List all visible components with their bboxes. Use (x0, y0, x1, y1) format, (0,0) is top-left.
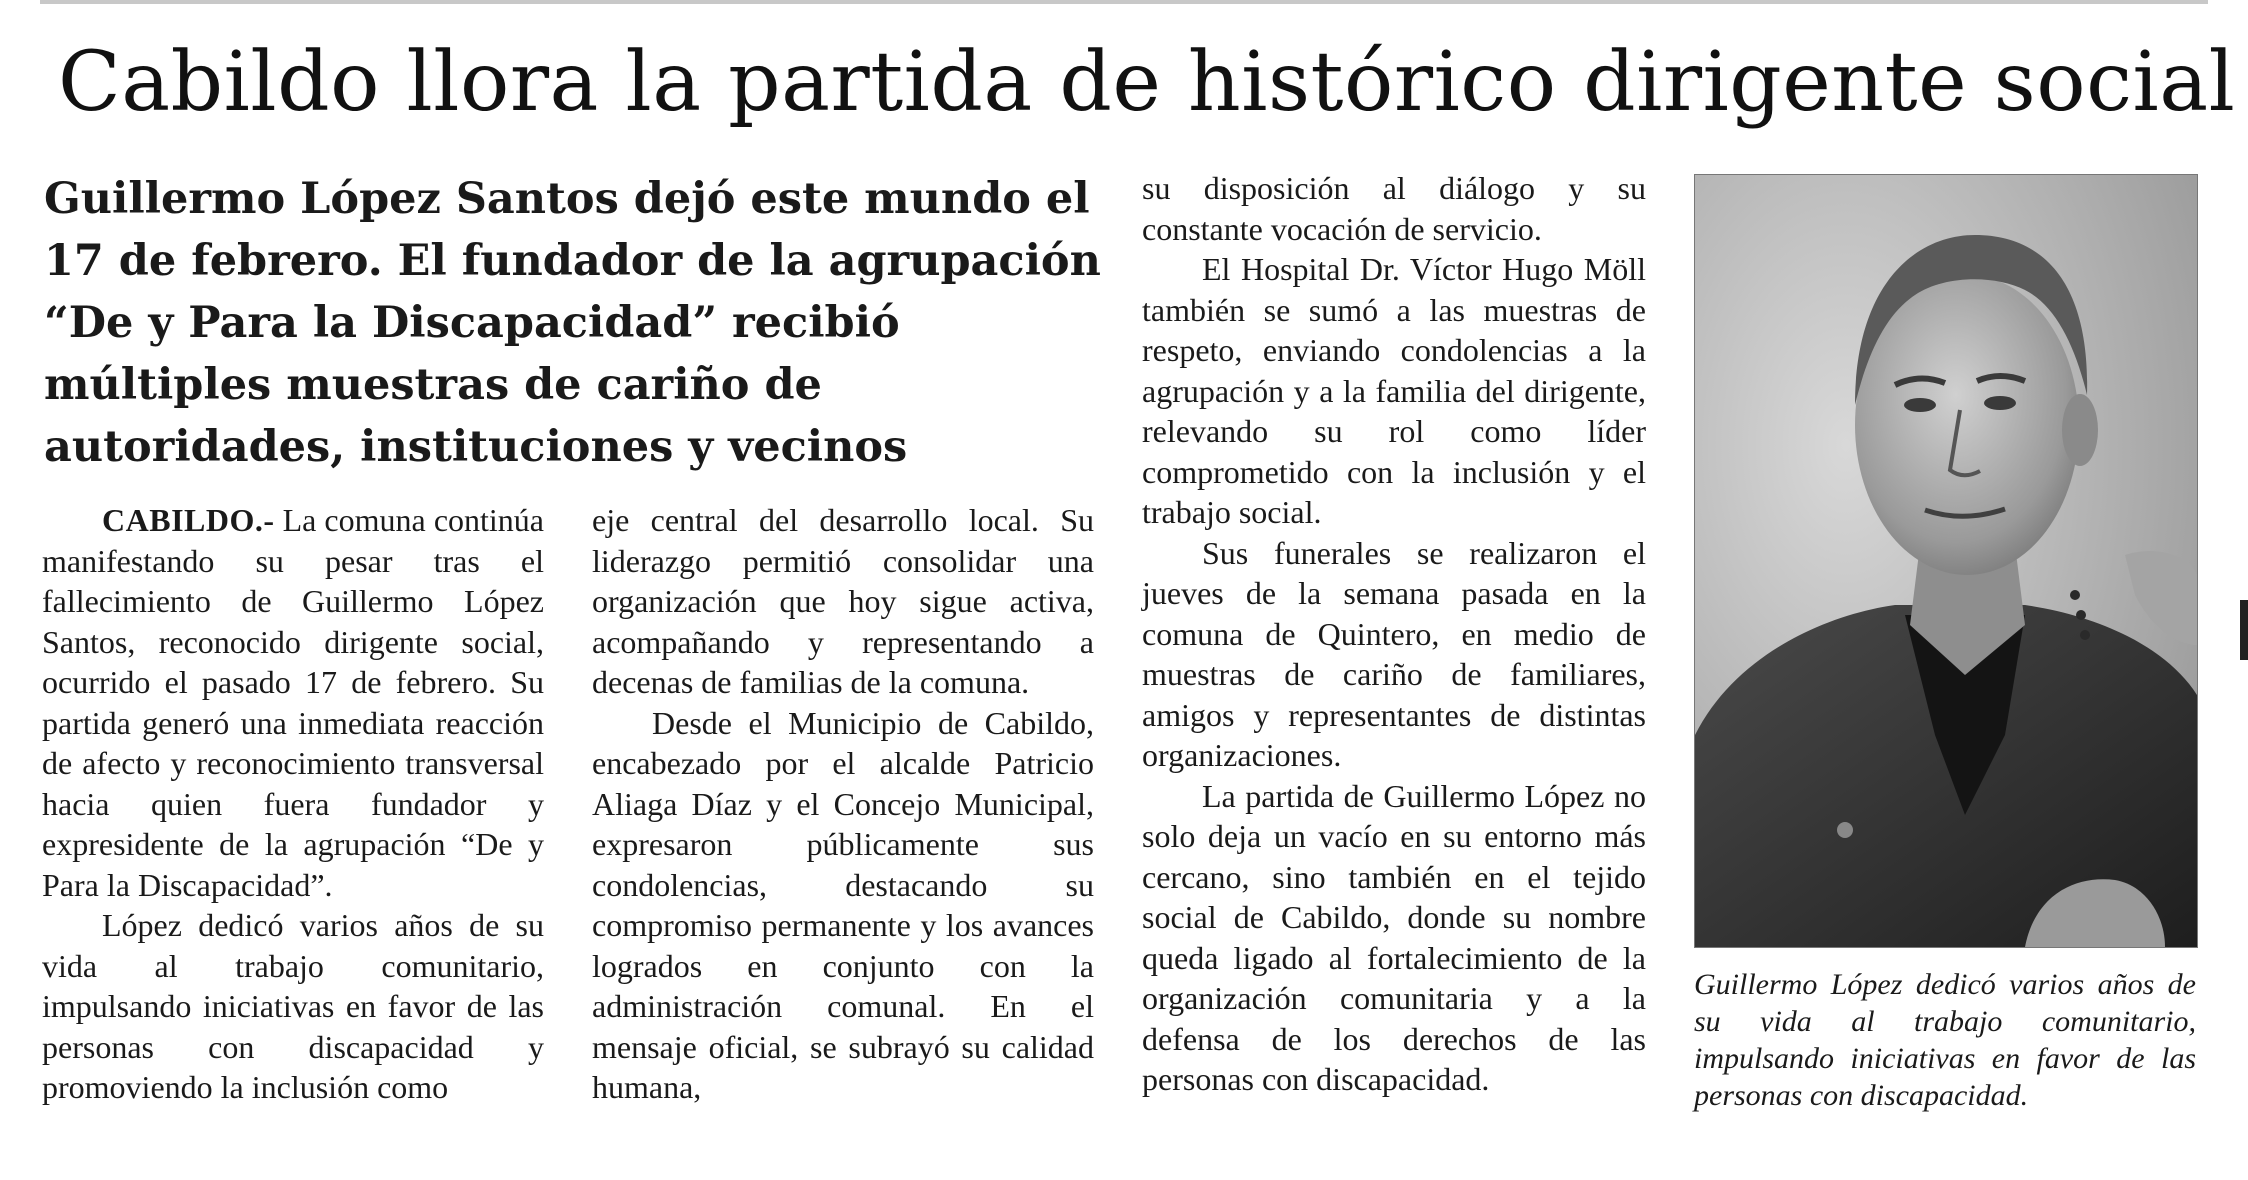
column-2-paragraph-1: eje central del desarrollo local. Su liderazgo permitió consolidar una organización que hoy sigue activa, acompañando y representando a decenas de familias de la comuna. (592, 502, 1094, 700)
top-divider (40, 0, 2208, 4)
column-3-paragraph-3: Sus funerales se realizaron el jueves de la semana pasada en la comuna de Quintero, en medio de muestras de cariño de familiares, amigos y representantes de distintas organizaciones. (1142, 534, 1646, 773)
article-subheadline: Guillermo López Santos dejó este mundo el 17 de febrero. El fundador de la agrupación “De y Para la Discapacidad” recibió múltiples muestras de cariño de autoridades, instituciones y vecinos (44, 174, 1101, 472)
column-1-paragraph-1 (42, 500, 544, 905)
column-3-paragraph-2: El Hospital Dr. Víctor Hugo Möll también se sumó a las muestras de respeto, enviando condolencias a la agrupación y a la familia del dirigente, relevando su rol como líder comprometido con la inclusión y el trabajo social. (1142, 251, 1646, 530)
article-column-2 (592, 500, 1094, 1108)
photo-caption: Guillermo López dedicó varios años de su vida al trabajo comunitario, impulsando iniciativas en favor de las personas con discapacidad. (1694, 968, 2196, 1112)
column-2-paragraph-2: Desde el Municipio de Cabildo, encabezado por el alcalde Patricio Aliaga Díaz y el Concejo Municipal, expresaron públicamente sus condolencias, destacando su compromiso permanente y los avances logrados en conjunto con la administración comunal. En el mensaje oficial, se subrayó su calidad humana, (592, 704, 1094, 1105)
column-1-paragraph-1-text: La comuna continúa manifestando su pesar tras el fallecimiento de Guillermo López Santos, reconocido dirigente social, ocurrido el pasado 17 de febrero. Su partida generó una inmediata reacción de afecto y reconocimiento transversal hacia quien fuera fundador y expresidente de la agrupación “De y Para la Discapacidad”. (42, 502, 544, 903)
article-column-1 (42, 500, 544, 1108)
column-1-paragraph-2: López dedicó varios años de su vida al trabajo comunitario, impulsando iniciativas en favor de las personas con discapacidad y promoviendo la inclusión como (42, 907, 544, 1105)
edge-mark (2240, 600, 2248, 660)
article-headline: Cabildo llora la partida de histórico dirigente social (58, 35, 2236, 130)
column-3-paragraph-4: La partida de Guillermo López no solo deja un vacío en su entorno más cercano, sino también en el tejido social de Cabildo, donde su nombre queda ligado al fortalecimiento de la organización comunitaria y a la defensa de los derechos de las personas con discapacidad. (1142, 777, 1646, 1097)
portrait-illustration (1695, 175, 2197, 947)
portrait-photo (1694, 174, 2198, 948)
column-3-paragraph-1: su disposición al diálogo y su constante vocación de servicio. (1142, 170, 1646, 247)
article-column-3 (1142, 168, 1646, 1100)
dateline: CABILDO.- (102, 502, 275, 538)
